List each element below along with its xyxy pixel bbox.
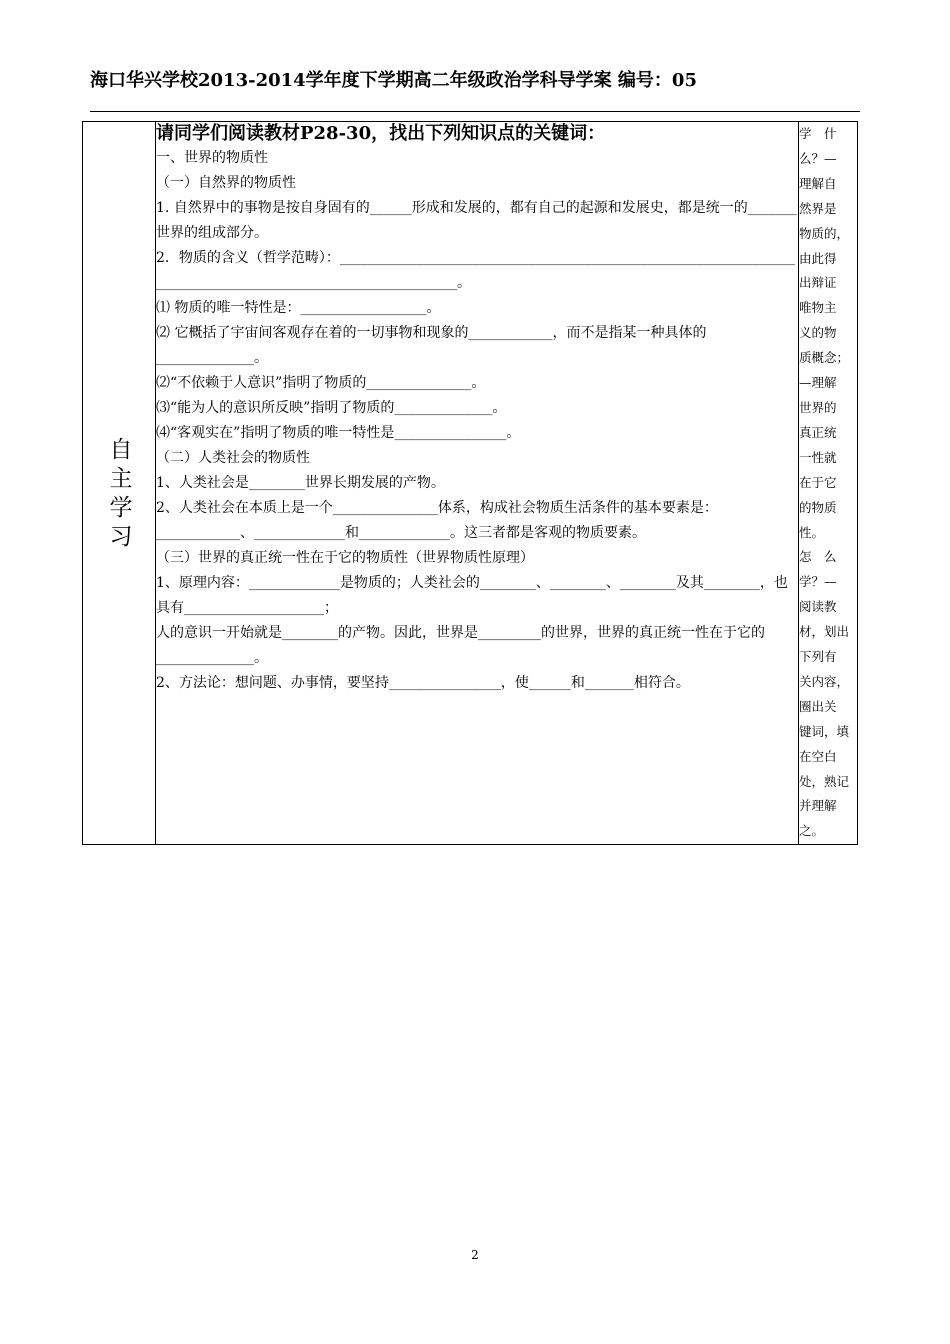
fill-blank-line: 1、人类社会是________世界长期发展的产物。 (156, 475, 445, 491)
fill-blank-line: 2、人类社会在本质上是一个_______________体系，构成社会物质生活条件的基本要素是：____________、_____________和_____________。这三者都是客观的物质要素。 (156, 500, 718, 541)
section-label-char: 自 (109, 437, 133, 463)
fill-blank-line: 2、方法论：想问题、办事情，要坚持________________，使______和_______相符合。 (156, 675, 690, 691)
side-note-line: 下列有 (799, 649, 837, 665)
fill-blank-line: ⑵ 它概括了宇宙间客观存在着的一切事物和现象的____________，而不是指某一种具体的______________。 (156, 325, 707, 366)
subsection-heading: （三）世界的真正统一性在于它的物质性（世界物质性原理） (156, 550, 534, 566)
side-note-line: 一性就 (799, 449, 837, 465)
side-note-line: 么？— (799, 150, 837, 166)
section-label (108, 436, 134, 552)
side-note-line: 由此得 (799, 250, 837, 266)
header-divider (90, 111, 860, 112)
side-note-line: 材，划出 (799, 624, 850, 640)
document-header: 海口华兴学校2013-2014学年度下学期高二年级政治学科导学案 编号：05 (90, 70, 697, 91)
side-note-line: 世界的 (799, 399, 837, 415)
section-label-char: 习 (109, 524, 133, 550)
side-note-line: 学？— (799, 574, 837, 590)
side-note-line: 怎 么 (799, 549, 837, 565)
side-note-line: 的物质 (799, 499, 837, 515)
side-note-line: 并理解 (799, 798, 837, 814)
fill-blank-line: 人的意识一开始就是________的产物。因此，世界是_________的世界，世界的真正统一性在于它的______________。 (156, 625, 765, 666)
side-note-line: 然界是 (799, 200, 837, 216)
fill-blank-line: 1、原理内容：_____________是物质的；人类社会的________、________、________及其________，也具有____________________； (156, 575, 788, 616)
side-note-line: 键词，填 (799, 723, 850, 739)
reading-instruction: 请同学们阅读教材P28-30，找出下列知识点的关键词： (156, 123, 606, 144)
section-label-char: 学 (109, 495, 133, 521)
side-note-line: 质概念； (799, 350, 850, 366)
page-number: 2 (471, 1248, 479, 1262)
side-note-line: 在于它 (799, 474, 837, 490)
side-note-line: 处，熟记 (799, 773, 850, 789)
side-note-line: 真正统 (799, 424, 837, 440)
section-label-cell (83, 122, 156, 845)
side-note (799, 122, 857, 844)
subsection-heading: （二）人类社会的物质性 (156, 450, 310, 466)
side-note-line: 理解自 (799, 175, 837, 191)
fill-blank-line: ⑵“不依赖于人意识”指明了物质的_______________。 (156, 375, 486, 391)
side-note-line: 在空白 (799, 748, 837, 764)
study-table (82, 121, 858, 845)
side-note-line: 圈出关 (799, 698, 837, 714)
side-note-line: 阅读教 (799, 599, 837, 615)
side-note-line: 性。 (799, 524, 825, 540)
table-row (83, 122, 858, 845)
side-note-line: 关内容， (799, 673, 850, 689)
section-heading: 一、世界的物质性 (156, 150, 268, 166)
side-note-cell (799, 122, 858, 845)
content-cell (156, 122, 799, 845)
subsection-heading: （一）自然界的物质性 (156, 175, 296, 191)
fill-blank-line: 1. 自然界中的事物是按自身固有的______形成和发展的，都有自己的起源和发展史，都是统一的_______世界的组成部分。 (156, 200, 797, 241)
fill-blank-line: ⑶“能为人的意识所反映”指明了物质的______________。 (156, 400, 507, 416)
side-note-line: 学 什 (799, 126, 837, 141)
fill-blank-line: ⑷“客观实在”指明了物质的唯一特性是________________。 (156, 425, 521, 441)
side-note-line: 之。 (799, 823, 825, 839)
side-note-line: 物质的， (799, 225, 850, 241)
fill-blank-line: 2．物质的含义（哲学范畴）：____________________________________________________________________________________________________________。 (156, 250, 795, 291)
fill-blank-line: ⑴ 物质的唯一特性是：__________________。 (156, 300, 441, 316)
side-note-line: 唯物主 (799, 300, 837, 316)
side-note-line: 出辩证 (799, 275, 837, 291)
section-label-char: 主 (109, 466, 133, 492)
side-note-line: —理解 (799, 375, 837, 391)
side-note-line: 义的物 (799, 325, 837, 341)
